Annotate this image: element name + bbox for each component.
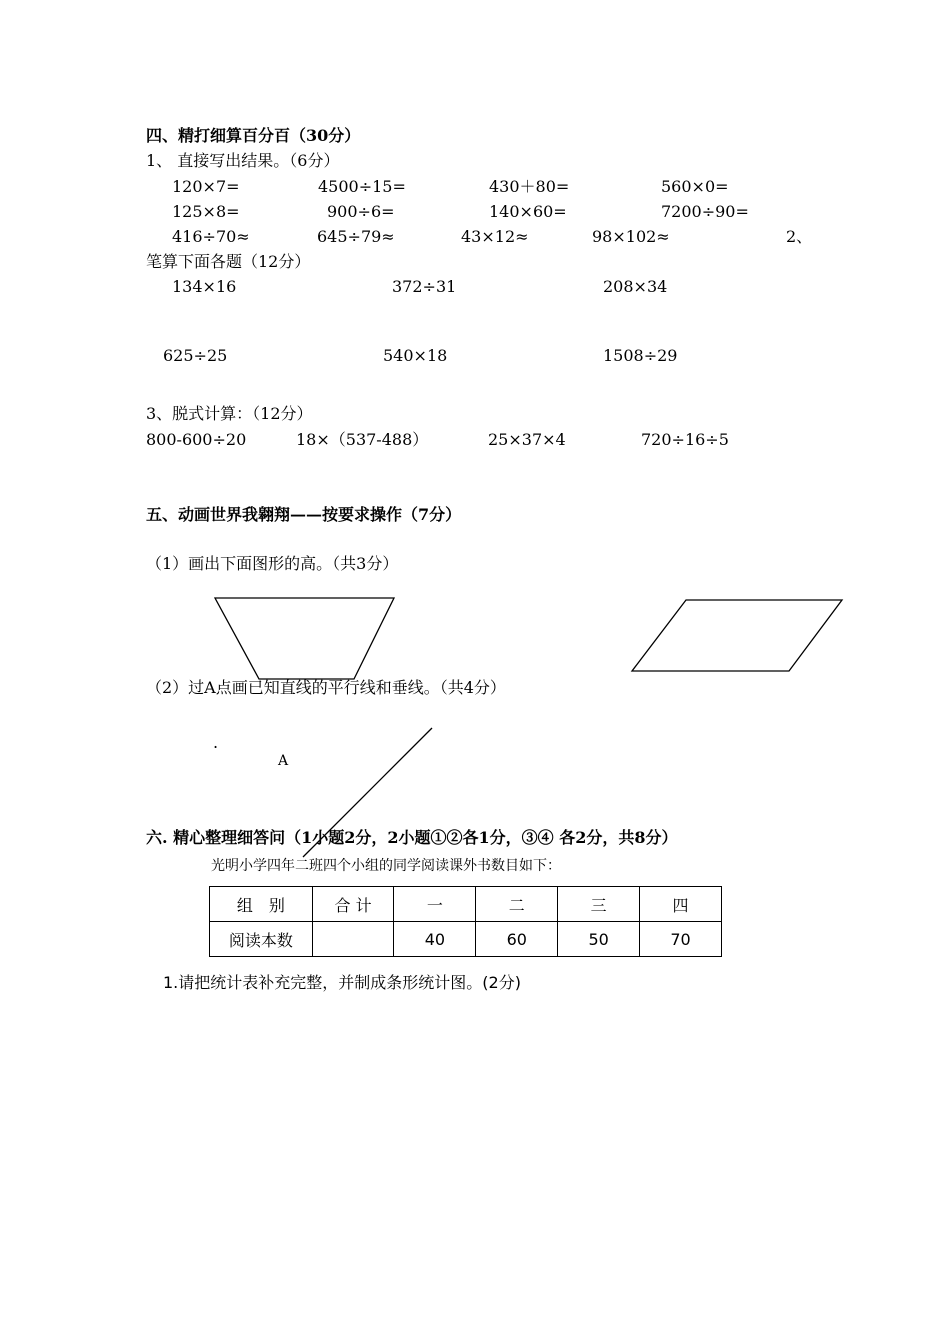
value-group-1: 40 <box>394 922 476 957</box>
section4-title: 四、精打细算百分百（30分） <box>146 126 361 145</box>
point-a-label: A <box>278 753 289 769</box>
expr-2-3: 140×60= <box>489 202 567 221</box>
table-header-row <box>210 887 722 922</box>
value-group-4: 70 <box>640 922 722 957</box>
header-group-3: 三 <box>558 887 640 922</box>
step-2: 18×（537-488） <box>296 430 429 449</box>
section6-q1: 1.请把统计表补充完整，并制成条形统计图。(2分) <box>163 973 521 992</box>
expr-3-3: 43×12≈ <box>461 227 529 246</box>
written-2-2: 540×18 <box>383 346 448 365</box>
value-group-3: 50 <box>558 922 640 957</box>
total-cell[interactable] <box>312 922 394 957</box>
step-4: 720÷16÷5 <box>641 430 729 449</box>
section6-title: 六. 精心整理细答问（1小题2分，2小题①②各1分，③④ 各2分，共8分） <box>146 828 678 847</box>
section4-q1-title: 1、 直接写出结果。（6分） <box>146 151 340 170</box>
trapezoid-shape[interactable] <box>215 598 394 679</box>
parallelogram-shape[interactable] <box>632 600 842 671</box>
section5-q2: （2）过A点画已知直线的平行线和垂线。（共4分） <box>146 678 506 697</box>
header-total: 合 计 <box>312 887 394 922</box>
header-group-2: 二 <box>476 887 558 922</box>
written-1-1: 134×16 <box>172 277 237 296</box>
table-row <box>210 922 722 957</box>
written-1-2: 372÷31 <box>392 277 457 296</box>
header-group-1: 一 <box>394 887 476 922</box>
expr-1-4: 560×0= <box>661 177 729 196</box>
header-group: 组 别 <box>210 887 313 922</box>
section4-q2-number: 2、 <box>786 227 813 246</box>
point-a-dot: . <box>213 733 219 752</box>
expr-3-2: 645÷79≈ <box>317 227 395 246</box>
written-2-3: 1508÷29 <box>603 346 678 365</box>
section4-q3-title: 3、脱式计算：（12分） <box>146 404 313 423</box>
section5-q1: （1）画出下面图形的高。（共3分） <box>146 554 399 573</box>
written-2-1: 625÷25 <box>163 346 228 365</box>
section4-q2-title: 笔算下面各题（12分） <box>146 252 311 271</box>
expr-2-4: 7200÷90= <box>661 202 749 221</box>
reading-stats-table <box>209 886 722 957</box>
section6-intro: 光明小学四年二班四个小组的同学阅读课外书数目如下： <box>211 858 561 874</box>
section5-title: 五、动画世界我翱翔——按要求操作（7分） <box>146 505 462 524</box>
expr-2-2: 900÷6= <box>327 202 395 221</box>
expr-3-1: 416÷70≈ <box>172 227 250 246</box>
expr-1-3: 430＋80= <box>489 177 570 196</box>
header-group-4: 四 <box>640 887 722 922</box>
written-1-3: 208×34 <box>603 277 668 296</box>
step-1: 800-600÷20 <box>146 430 247 449</box>
step-3: 25×37×4 <box>488 430 566 449</box>
row-label: 阅读本数 <box>210 922 313 957</box>
expr-2-1: 125×8= <box>172 202 240 221</box>
expr-1-1: 120×7= <box>172 177 240 196</box>
expr-1-2: 4500÷15= <box>318 177 406 196</box>
value-group-2: 60 <box>476 922 558 957</box>
expr-3-4: 98×102≈ <box>592 227 670 246</box>
